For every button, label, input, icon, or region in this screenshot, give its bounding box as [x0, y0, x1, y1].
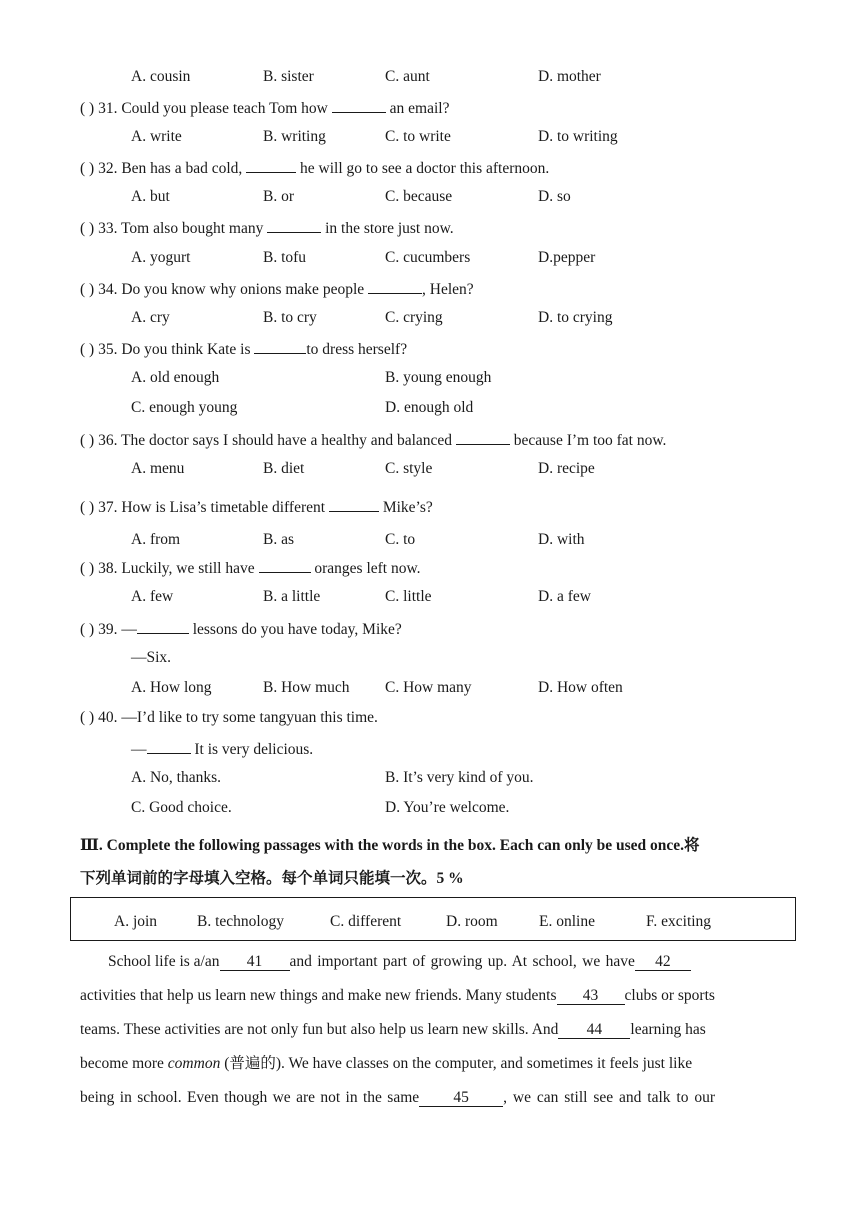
- question-stem-end: oranges left now.: [314, 560, 421, 577]
- question-32: [80, 157, 549, 179]
- reply-dash: —: [131, 741, 147, 758]
- option-d: D. How often: [538, 679, 623, 696]
- dialogue-reply: [131, 738, 313, 760]
- option-b: B. How much: [263, 679, 350, 696]
- answer-paren[interactable]: ( ): [80, 281, 95, 298]
- option-d: D. enough old: [385, 399, 474, 416]
- passage-text: , we can still see and talk to our: [503, 1089, 715, 1106]
- question-stem-end: Mike’s?: [382, 499, 433, 516]
- question-stem-end: lessons do you have today, Mike?: [192, 621, 402, 638]
- answer-paren[interactable]: ( ): [80, 709, 95, 726]
- question-stem-end: , Helen?: [422, 281, 474, 298]
- answer-paren[interactable]: ( ): [80, 560, 95, 577]
- option-a: A. but: [131, 188, 170, 205]
- answer-blank: [329, 496, 379, 512]
- question-stem: 35. Do you think Kate is: [98, 341, 251, 358]
- option-c: C. to write: [385, 128, 451, 145]
- passage-line-5: [80, 1088, 791, 1108]
- answer-paren[interactable]: ( ): [80, 341, 95, 358]
- question-34: [80, 278, 474, 300]
- question-stem-end: he will go to see a doctor this afternoon.: [300, 160, 550, 177]
- word-option-b: B. technology: [197, 913, 284, 930]
- question-40: [80, 708, 378, 728]
- question-stem-end: to dress herself?: [306, 341, 408, 358]
- question-35: [80, 338, 407, 360]
- passage-line-1: [108, 952, 791, 972]
- option-b: B. as: [263, 531, 294, 548]
- answer-paren[interactable]: ( ): [80, 220, 95, 237]
- option-a: A. from: [131, 531, 181, 548]
- option-d: D. to crying: [538, 309, 613, 326]
- option-a: A. menu: [131, 460, 185, 477]
- option-a: A. old enough: [131, 369, 220, 386]
- reply-text: It is very delicious.: [194, 741, 314, 758]
- option-c: C. How many: [385, 679, 472, 696]
- answer-blank: [368, 278, 422, 294]
- option-b: B. tofu: [263, 249, 307, 266]
- passage-text: and important part of growing up. At school, we have: [289, 953, 635, 970]
- q30-option-c: C. aunt: [385, 68, 430, 85]
- option-c: C. enough young: [131, 399, 238, 416]
- option-d: D. recipe: [538, 460, 595, 477]
- option-b: B. or: [263, 188, 294, 205]
- word-option-c: C. different: [330, 913, 402, 930]
- option-c: C. Good choice.: [131, 799, 232, 816]
- passage-line-4: [80, 1054, 791, 1074]
- word-option-a: A. join: [114, 913, 158, 930]
- question-stem: 37. How is Lisa’s timetable different: [98, 499, 326, 516]
- passage-text: clubs or sports: [624, 987, 715, 1004]
- word-option-e: E. online: [539, 913, 595, 930]
- option-b: B. It’s very kind of you.: [385, 769, 534, 786]
- question-39: [80, 618, 402, 640]
- answer-blank: [267, 217, 321, 233]
- word-option-d: D. room: [446, 913, 498, 930]
- option-c: C. to: [385, 531, 416, 548]
- option-a: A. yogurt: [131, 249, 191, 266]
- question-stem: 36. The doctor says I should have a healthy and balanced: [98, 432, 453, 449]
- answer-blank: [456, 429, 510, 445]
- word-option-f: F. exciting: [646, 913, 712, 930]
- passage-line-3: [80, 1020, 791, 1040]
- blank-43[interactable]: 43: [557, 987, 625, 1005]
- question-stem: 32. Ben has a bad cold,: [98, 160, 243, 177]
- option-d: D. with: [538, 531, 585, 548]
- question-stem: 33. Tom also bought many: [98, 220, 264, 237]
- passage-italic-word: common: [167, 1055, 221, 1072]
- answer-blank: [259, 557, 311, 573]
- question-stem: 40. —I’d like to try some tangyuan this time.: [98, 709, 378, 726]
- option-b: B. young enough: [385, 369, 492, 386]
- passage-text: School life is a/an: [108, 953, 220, 970]
- option-a: A. How long: [131, 679, 212, 696]
- passage-text: activities that help us learn new things and make new friends. Many students: [80, 987, 557, 1004]
- question-stem-end: an email?: [389, 100, 450, 117]
- answer-paren[interactable]: ( ): [80, 499, 95, 516]
- answer-blank: [246, 157, 296, 173]
- passage-line-2: [80, 986, 791, 1006]
- option-a: A. write: [131, 128, 182, 145]
- answer-blank: [137, 618, 189, 634]
- question-stem-end: because I’m too fat now.: [513, 432, 667, 449]
- question-stem-end: in the store just now.: [325, 220, 454, 237]
- question-38: [80, 557, 421, 579]
- option-b: B. to cry: [263, 309, 317, 326]
- option-d: D. so: [538, 188, 571, 205]
- option-c: C. cucumbers: [385, 249, 471, 266]
- answer-blank: [254, 338, 306, 354]
- answer-paren[interactable]: ( ): [80, 160, 95, 177]
- question-stem: 34. Do you know why onions make people: [98, 281, 365, 298]
- question-36: [80, 429, 666, 451]
- blank-41[interactable]: 41: [220, 953, 290, 971]
- answer-paren[interactable]: ( ): [80, 432, 95, 449]
- section-heading: Ⅲ. Complete the following passages with the words in the box. Each can only be used once.将: [80, 837, 700, 854]
- passage-text: being in school. Even though we are not in the same: [80, 1089, 420, 1106]
- passage-text: learning has: [630, 1021, 706, 1038]
- option-b: B. diet: [263, 460, 305, 477]
- option-d: D.pepper: [538, 249, 596, 266]
- answer-paren[interactable]: ( ): [80, 621, 95, 638]
- option-c: C. because: [385, 188, 453, 205]
- option-a: A. cry: [131, 309, 170, 326]
- question-37: [80, 496, 433, 518]
- question-33: [80, 217, 454, 239]
- option-c: C. crying: [385, 309, 443, 326]
- question-31: [80, 97, 449, 119]
- option-d: D. You’re welcome.: [385, 799, 510, 816]
- answer-blank: [147, 738, 191, 754]
- blank-44[interactable]: 44: [558, 1021, 630, 1039]
- option-d: D. to writing: [538, 128, 618, 145]
- blank-42[interactable]: 42: [635, 953, 691, 971]
- passage-text: become more: [80, 1055, 164, 1072]
- blank-45[interactable]: 45: [419, 1089, 503, 1107]
- section-heading-cn: 下列单词前的字母填入空格。每个单词只能填一次。5 %: [80, 870, 464, 887]
- q30-option-a: A. cousin: [131, 68, 191, 85]
- answer-paren[interactable]: ( ): [80, 100, 95, 117]
- answer-blank: [332, 97, 386, 113]
- option-c: C. little: [385, 588, 432, 605]
- option-a: A. few: [131, 588, 174, 605]
- option-d: D. a few: [538, 588, 591, 605]
- question-stem: 38. Luckily, we still have: [98, 560, 255, 577]
- question-stem: 39. —: [98, 621, 137, 638]
- passage-text: teams. These activities are not only fun but also help us learn new skills. And: [80, 1021, 559, 1038]
- option-b: B. a little: [263, 588, 321, 605]
- q30-option-d: D. mother: [538, 68, 601, 85]
- passage-text: (普遍的). We have classes on the computer, and sometimes it feels just like: [224, 1055, 693, 1072]
- q30-option-b: B. sister: [263, 68, 314, 85]
- option-c: C. style: [385, 460, 433, 477]
- dialogue-reply: —Six.: [131, 649, 172, 666]
- option-b: B. writing: [263, 128, 326, 145]
- question-stem: 31. Could you please teach Tom how: [98, 100, 328, 117]
- option-a: A. No, thanks.: [131, 769, 221, 786]
